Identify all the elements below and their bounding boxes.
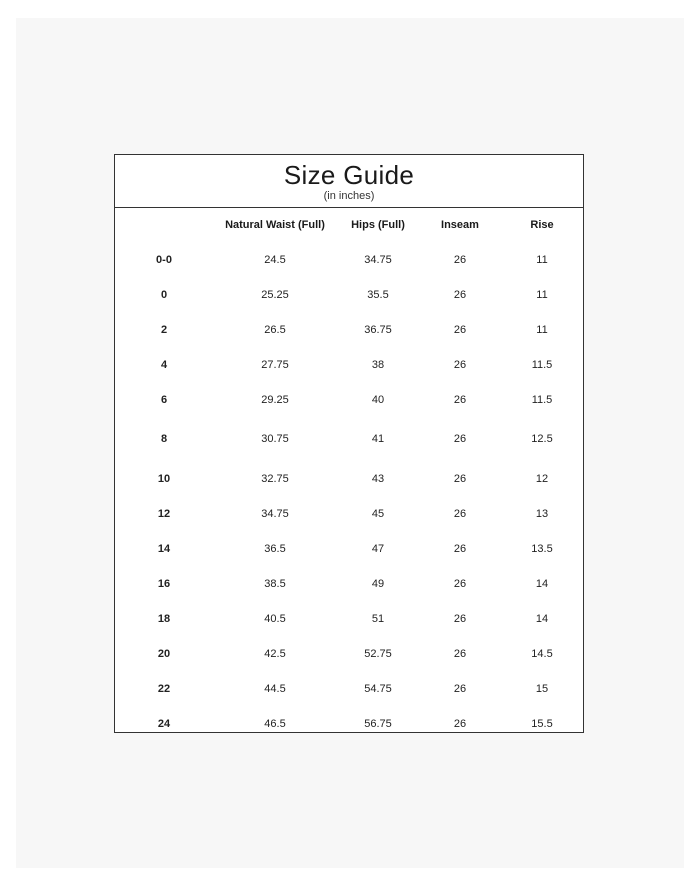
inseam-cell: 26 bbox=[453, 323, 467, 336]
size-cell: 0 bbox=[160, 288, 168, 301]
column-header-hips: Hips (Full) bbox=[351, 219, 405, 231]
waist-cell: 40.5 bbox=[264, 612, 286, 625]
inseam-cell: 26 bbox=[453, 358, 467, 371]
waist-cell: 46.5 bbox=[264, 717, 286, 730]
hips-cell: 36.75 bbox=[364, 323, 392, 336]
hips-cell: 35.5 bbox=[367, 288, 389, 301]
size-guide-card bbox=[114, 154, 584, 733]
size-cell: 12 bbox=[157, 507, 171, 520]
rise-cell: 15 bbox=[535, 682, 549, 695]
inseam-cell: 26 bbox=[453, 472, 467, 485]
rise-cell: 14 bbox=[535, 612, 549, 625]
size-cell: 14 bbox=[157, 542, 171, 555]
rise-cell: 11 bbox=[536, 323, 548, 336]
waist-cell: 32.75 bbox=[261, 472, 289, 485]
hips-cell: 51 bbox=[371, 612, 385, 625]
inseam-cell: 26 bbox=[453, 542, 467, 555]
table-row bbox=[115, 277, 583, 312]
hips-cell: 38 bbox=[371, 358, 385, 371]
hips-cell: 40 bbox=[371, 393, 385, 406]
waist-cell: 44.5 bbox=[264, 682, 286, 695]
size-guide-title: Size Guide bbox=[283, 160, 415, 190]
size-cell: 20 bbox=[157, 647, 171, 660]
waist-cell: 29.25 bbox=[261, 393, 289, 406]
table-header-row bbox=[115, 208, 583, 242]
column-header-rise: Rise bbox=[530, 219, 554, 231]
waist-cell: 26.5 bbox=[264, 323, 286, 336]
table-row bbox=[115, 496, 583, 531]
rise-cell: 12.5 bbox=[531, 433, 553, 445]
waist-cell: 34.75 bbox=[261, 507, 289, 520]
hips-cell: 47 bbox=[371, 542, 385, 555]
table-row bbox=[115, 566, 583, 601]
size-cell: 2 bbox=[160, 323, 168, 336]
inseam-cell: 26 bbox=[453, 393, 467, 406]
column-header-inseam: Inseam bbox=[441, 219, 479, 231]
rise-cell: 11.5 bbox=[531, 358, 553, 371]
size-guide-header bbox=[115, 155, 583, 208]
rise-cell: 11.5 bbox=[531, 393, 553, 406]
column-header-size bbox=[115, 208, 213, 242]
size-cell: 24 bbox=[157, 717, 171, 730]
hips-cell: 52.75 bbox=[364, 647, 392, 660]
rise-cell: 11 bbox=[536, 288, 548, 301]
waist-cell: 30.75 bbox=[261, 433, 289, 445]
hips-cell: 54.75 bbox=[364, 682, 392, 695]
table-row bbox=[115, 671, 583, 706]
waist-cell: 38.5 bbox=[264, 577, 286, 590]
inseam-cell: 26 bbox=[453, 612, 467, 625]
rise-cell: 14 bbox=[535, 577, 549, 590]
inseam-cell: 26 bbox=[453, 647, 467, 660]
size-cell: 8 bbox=[160, 433, 168, 445]
inseam-cell: 26 bbox=[453, 288, 467, 301]
size-table bbox=[115, 208, 583, 741]
rise-cell: 13 bbox=[535, 507, 549, 520]
waist-cell: 36.5 bbox=[264, 542, 286, 555]
table-row bbox=[115, 706, 583, 741]
inseam-cell: 26 bbox=[453, 253, 467, 266]
size-cell: 18 bbox=[157, 612, 171, 625]
inseam-cell: 26 bbox=[453, 682, 467, 695]
size-cell: 0-0 bbox=[156, 253, 172, 266]
table-row bbox=[115, 382, 583, 417]
size-guide-subtitle: (in inches) bbox=[323, 190, 375, 202]
rise-cell: 15.5 bbox=[531, 717, 553, 730]
size-cell: 6 bbox=[160, 393, 168, 406]
table-row bbox=[115, 242, 583, 277]
hips-cell: 49 bbox=[371, 577, 385, 590]
size-cell: 4 bbox=[160, 358, 168, 371]
hips-cell: 43 bbox=[371, 472, 385, 485]
waist-cell: 25.25 bbox=[261, 288, 289, 301]
rise-cell: 13.5 bbox=[531, 542, 553, 555]
table-row bbox=[115, 636, 583, 671]
inseam-cell: 26 bbox=[453, 507, 467, 520]
hips-cell: 34.75 bbox=[364, 253, 392, 266]
rise-cell: 11 bbox=[536, 253, 548, 266]
hips-cell: 56.75 bbox=[364, 717, 392, 730]
column-header-waist: Natural Waist (Full) bbox=[225, 219, 325, 231]
inseam-cell: 26 bbox=[453, 433, 467, 445]
hips-cell: 41 bbox=[371, 433, 385, 445]
rise-cell: 14.5 bbox=[531, 647, 553, 660]
size-cell: 10 bbox=[157, 472, 171, 485]
inseam-cell: 26 bbox=[453, 717, 467, 730]
size-cell: 22 bbox=[157, 682, 171, 695]
hips-cell: 45 bbox=[371, 507, 385, 520]
table-row bbox=[115, 531, 583, 566]
rise-cell: 12 bbox=[535, 472, 549, 485]
table-row bbox=[115, 601, 583, 636]
waist-cell: 42.5 bbox=[264, 647, 286, 660]
table-row bbox=[115, 461, 583, 496]
waist-cell: 27.75 bbox=[261, 358, 289, 371]
table-row bbox=[115, 347, 583, 382]
waist-cell: 24.5 bbox=[264, 253, 286, 266]
table-row bbox=[115, 417, 583, 461]
table-row bbox=[115, 312, 583, 347]
size-cell: 16 bbox=[157, 577, 171, 590]
inseam-cell: 26 bbox=[453, 577, 467, 590]
